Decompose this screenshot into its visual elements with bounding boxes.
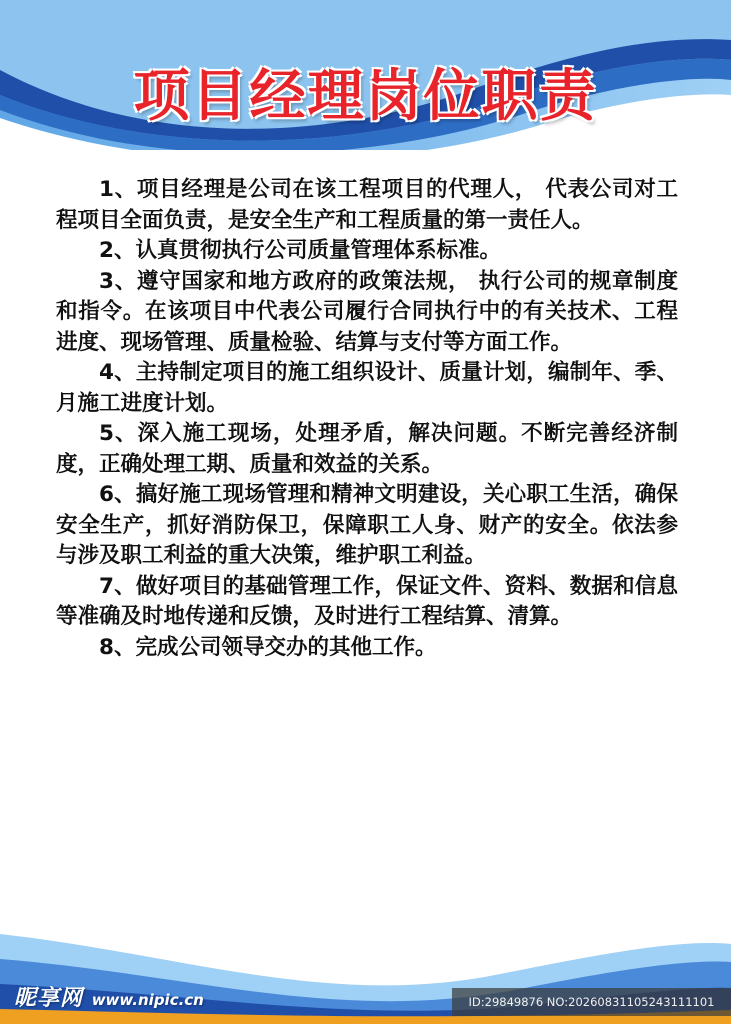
duty-item: 8、完成公司领导交办的其他工作。 (99, 634, 437, 660)
duty-item: 5、深入施工现场，处理矛盾，解决问题。不断完善经济制度，正确处理工期、质量和效益的关系。 (56, 421, 678, 477)
duty-item: 6、搞好施工现场管理和精神文明建设，关心职工生活，确保安全生产，抓好消防保卫，保障职工人身、财产的安全。依法参与涉及职工利益的重大决策，维护职工利益。 (56, 482, 678, 568)
duty-item: 7、做好项目的基础管理工作，保证文件、资料、数据和信息等准确及时地传递和反馈，及时进行工程结算、清算。 (56, 573, 678, 629)
watermark-logo-text: 昵享网 (14, 986, 84, 1011)
image-id-bar: ID:29849876 NO:20260831105243111101 (452, 988, 731, 1016)
watermark-logo (14, 981, 204, 1012)
duties-list (56, 175, 678, 663)
duty-item: 3、遵守国家和地方政府的政策法规， 执行公司的规章制度和指令。在该项目中代表公司履行合同执行中的有关技术、工程进度、现场管理、质量检验、结算与支付等方面工作。 (56, 268, 678, 355)
watermark-url: www.nipic.cn (91, 991, 204, 1009)
duty-item: 2、认真贯彻执行公司质量管理体系标准。 (99, 238, 501, 263)
duty-item: 4、主持制定项目的施工组织设计、质量计划，编制年、季、月施工进度计划。 (56, 360, 678, 416)
duty-item: 1、项目经理是公司在该工程项目的代理人， 代表公司对工程项目全面负责，是安全生产和工程质量的第一责任人。 (56, 177, 678, 233)
page-title: 项目经理岗位职责 (133, 64, 598, 129)
